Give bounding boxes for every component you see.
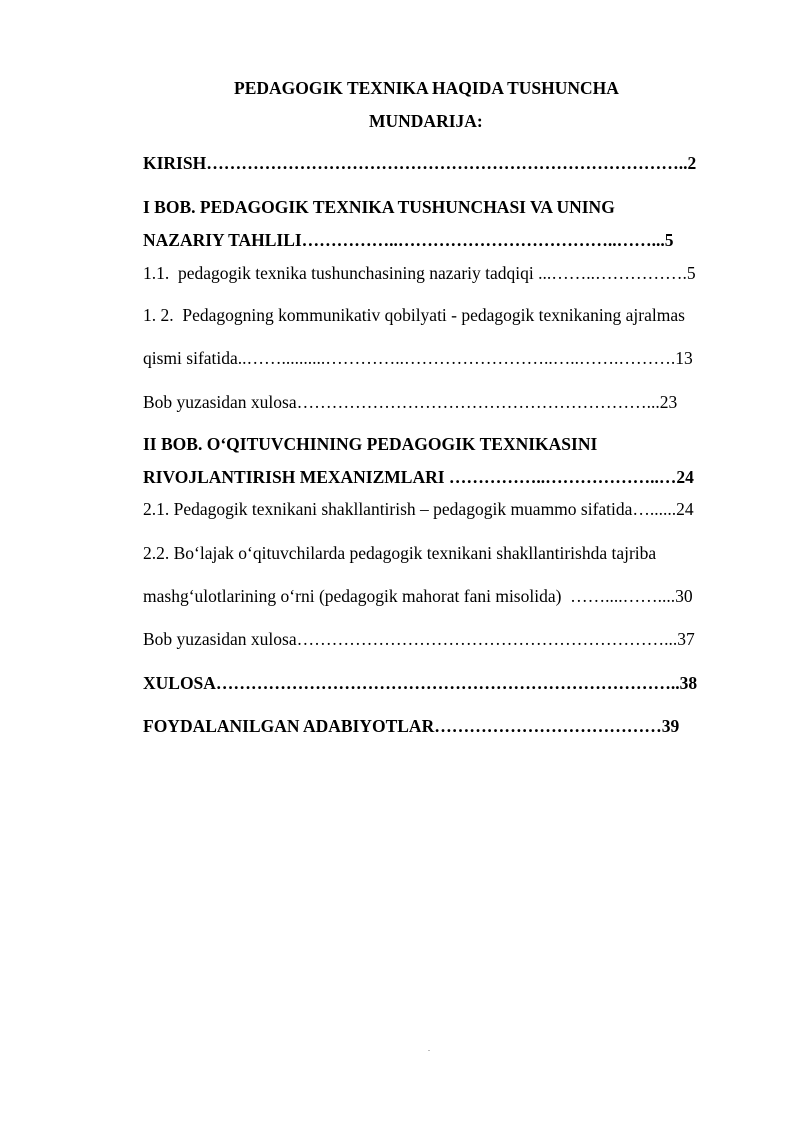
toc-chapter-2-summary: Bob yuzasidan xulosa………………………………………………………...37 bbox=[143, 629, 695, 649]
toc-chapter-2-title-line1: II BOB. O‘QITUVCHINING PEDAGOGIK TEXNIKASINI bbox=[143, 434, 598, 454]
toc-section-2-2-line1: 2.2. Bo‘lajak o‘qituvchilarda pedagogik texnikani shakllantirishda tajriba bbox=[143, 543, 657, 563]
toc-chapter-1-summary: Bob yuzasidan xulosa……………………………………………………...23 bbox=[143, 392, 678, 412]
document-title: PEDAGOGIK TEXNIKA HAQIDA TUSHUNCHA bbox=[234, 78, 619, 98]
toc-section-1-2-line1: 1. 2. Pedagogning kommunikativ qobilyati - pedagogik texnikaning ajralmas bbox=[143, 305, 685, 325]
toc-section-2-1: 2.1. Pedagogik texnikani shakllantirish – pedagogik muammo sifatida…......24 bbox=[143, 499, 694, 519]
toc-entry-xulosa: XULOSA……………………………………………………………………..38 bbox=[143, 673, 698, 693]
toc-chapter-1-title-line1: I BOB. PEDAGOGIK TEXNIKA TUSHUNCHASI VA UNING bbox=[143, 197, 615, 217]
toc-section-2-2-line2: mashg‘ulotlarining o‘rni (pedagogik mahorat fani misolida) ……....……....30 bbox=[143, 586, 693, 606]
toc-section-1-1: 1.1. pedagogik texnika tushunchasining nazariy tadqiqi ...……..…………….5 bbox=[143, 263, 696, 283]
toc-entry-adabiyotlar: FOYDALANILGAN ADABIYOTLAR…………………………………39 bbox=[143, 716, 680, 736]
contents-heading: MUNDARIJA: bbox=[369, 111, 483, 131]
toc-chapter-1-title-line2: NAZARIY TAHLILI……………..………………………………..……...5 bbox=[143, 230, 674, 250]
page-footer-mark bbox=[428, 1050, 430, 1051]
toc-chapter-2-title-line2: RIVOJLANTIRISH MEXANIZMLARI ……………..………………..…24 bbox=[143, 467, 694, 487]
toc-entry-kirish: KIRISH………………………………………………………………………..2 bbox=[143, 153, 697, 173]
toc-section-1-2-line2: qismi sifatida..……..........…………..……………………..…..…….……….13 bbox=[143, 348, 693, 368]
